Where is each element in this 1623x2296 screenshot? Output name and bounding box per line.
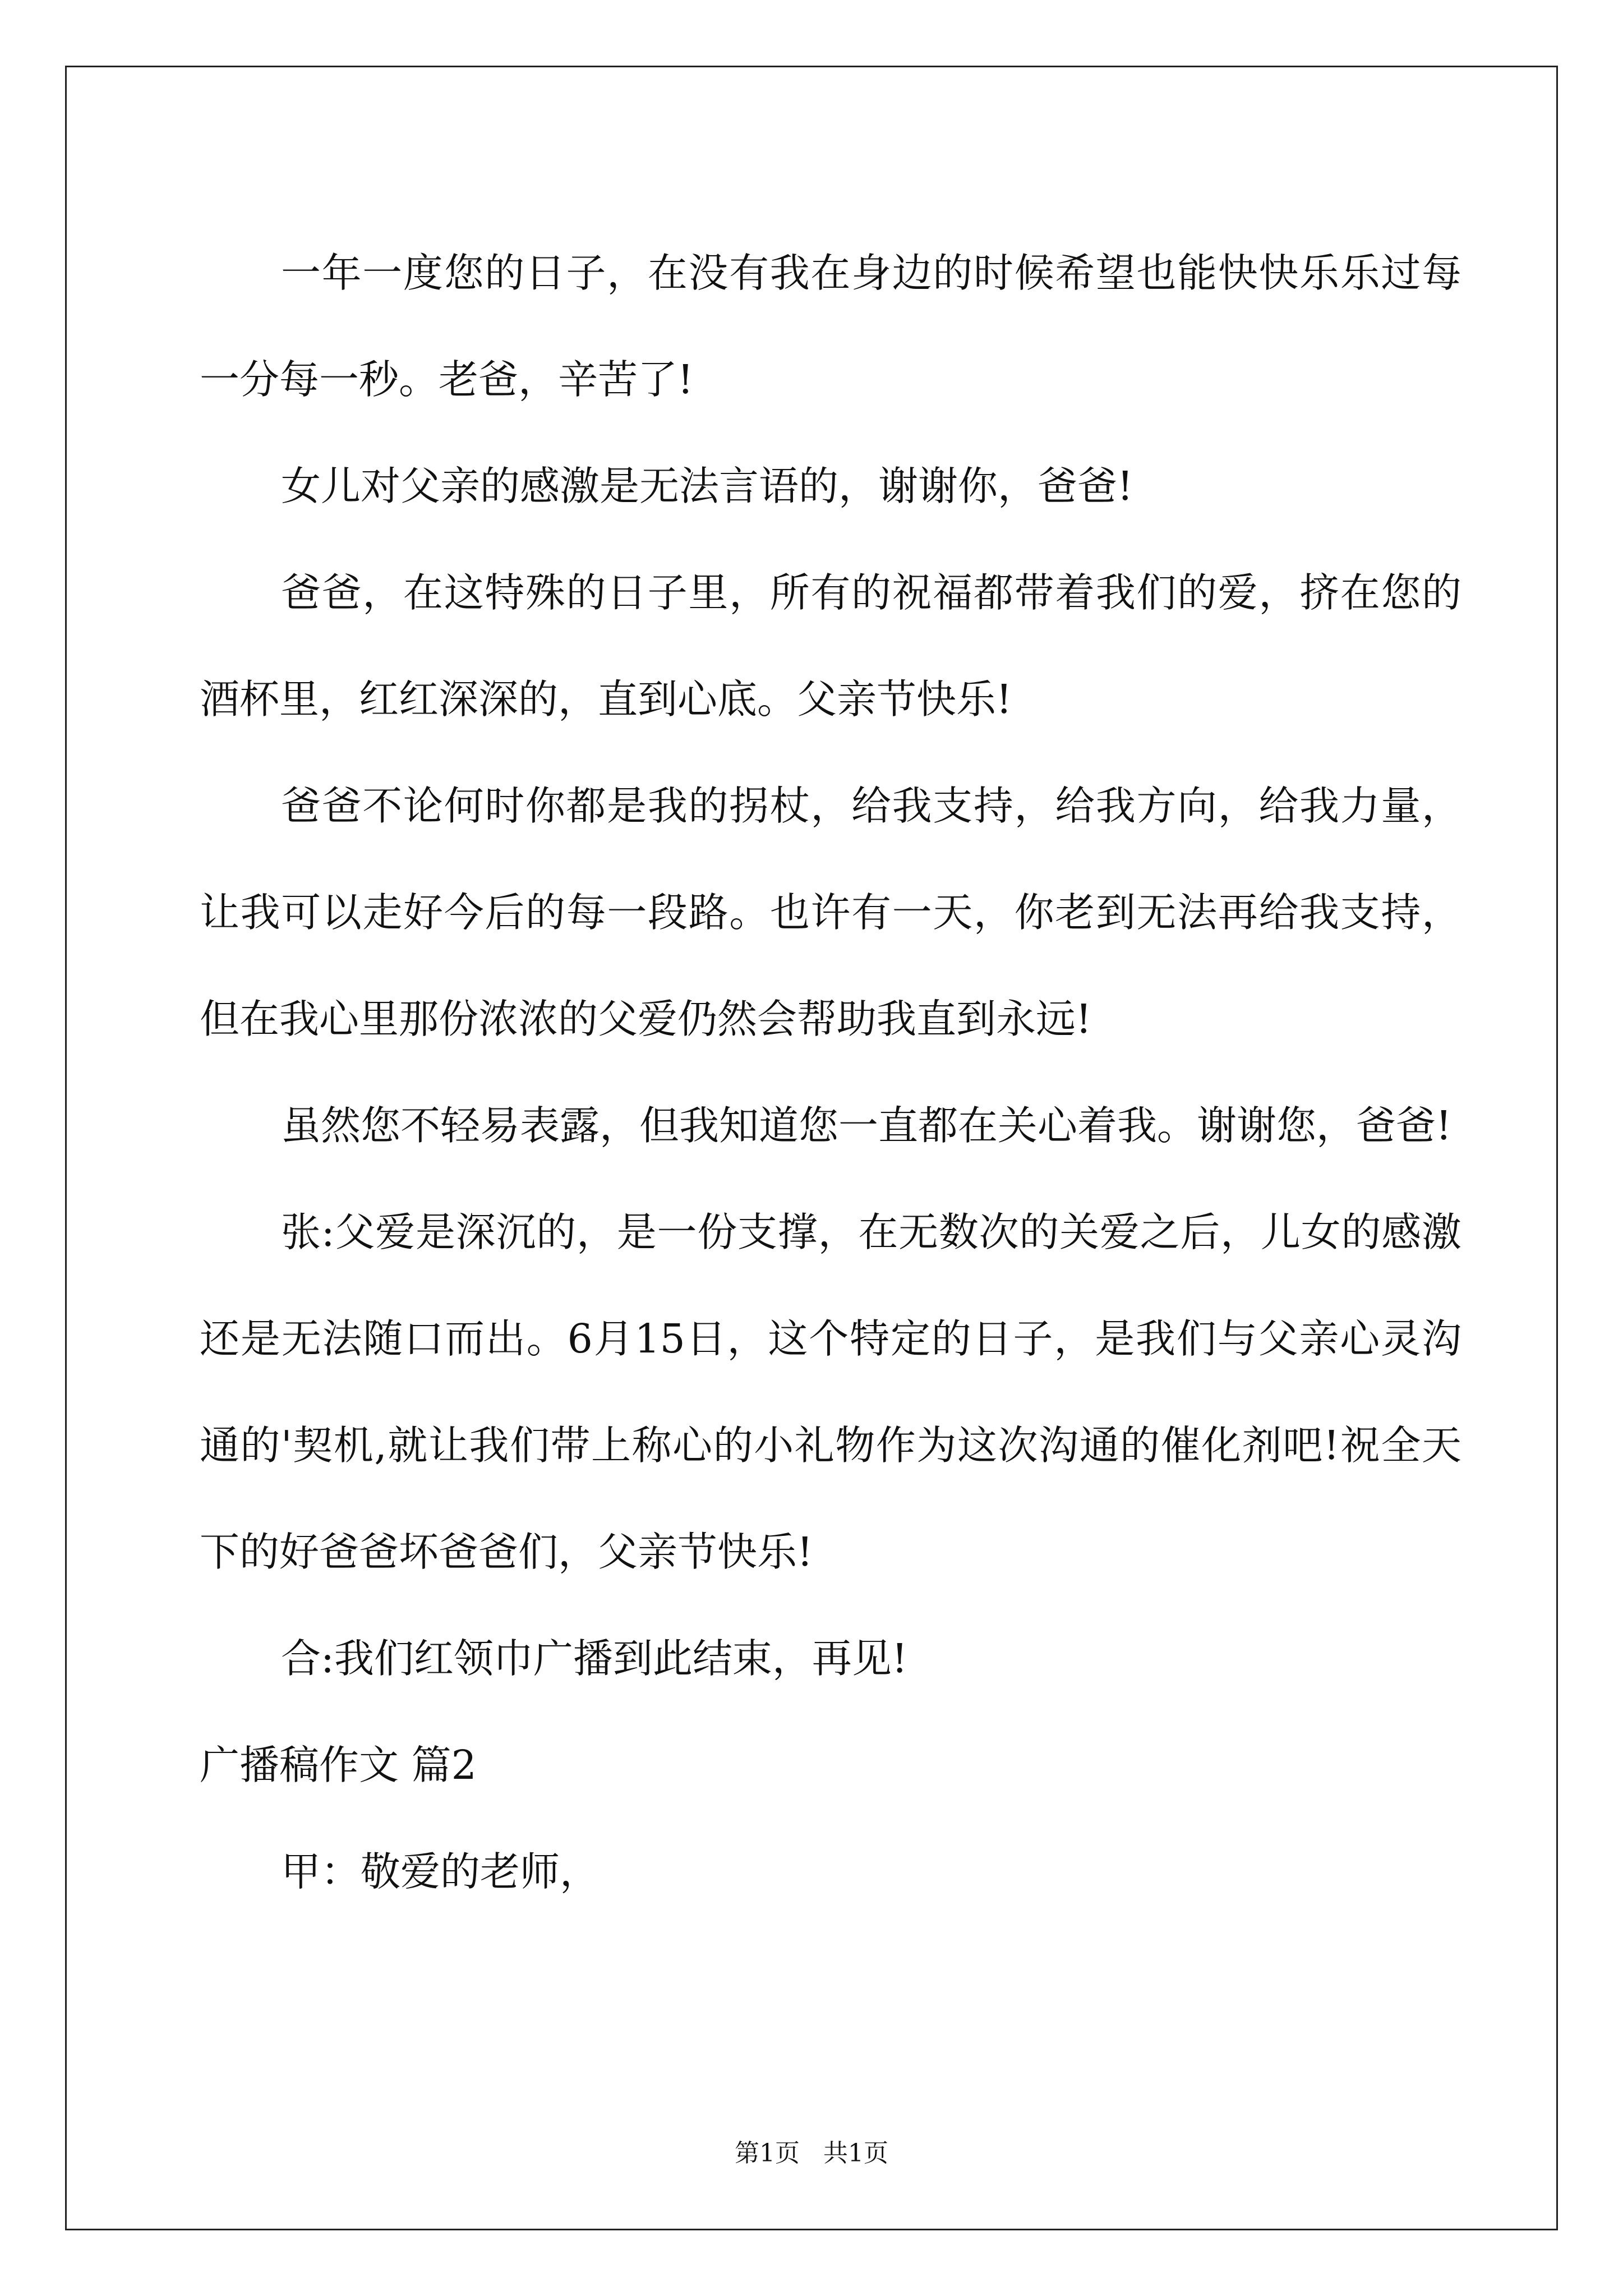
paragraph: 虽然您不轻易表露，但我知道您一直都在关心着我。谢谢您，爸爸! <box>281 1102 1452 1149</box>
document-body <box>200 220 1461 1925</box>
paragraph: 张:父爱是深沉的，是一份支撑，在无数次的关爱之后，儿女的感激还是无法随口而出。6月15日，这个特定的日子，是我们与父亲心灵沟通的'契机,就让我们带上称心的小礼物作为这次沟通的催化剂吧!祝全天下的好爸爸坏爸爸们，父亲节快乐! <box>200 1209 1461 1575</box>
paragraph: 甲：敬爱的老师， <box>281 1848 600 1895</box>
paragraph: 爸爸，在这特殊的日子里，所有的祝福都带着我们的爱，挤在您的酒杯里，红红深深的，直到心底。父亲节快乐! <box>200 569 1461 723</box>
paragraph: 女儿对父亲的感激是无法言语的，谢谢你，爸爸! <box>281 463 1133 509</box>
page-number: 第1页 共1页 <box>735 2139 888 2168</box>
paragraph: 合:我们红领巾广播到此结束，再见! <box>281 1635 908 1682</box>
paragraph: 爸爸不论何时你都是我的拐杖，给我支持，给我方向，给我力量，让我可以走好今后的每一段路。也许有一天，你老到无法再给我支持，但在我心里那份浓浓的父爱仍然会帮助我直到永远! <box>200 783 1461 1042</box>
paragraph: 一年一度您的日子，在没有我在身边的时候希望也能快快乐乐过每一分每一秒。老爸，辛苦了! <box>200 250 1461 403</box>
section-heading: 广播稿作文 篇2 <box>200 1742 477 1788</box>
